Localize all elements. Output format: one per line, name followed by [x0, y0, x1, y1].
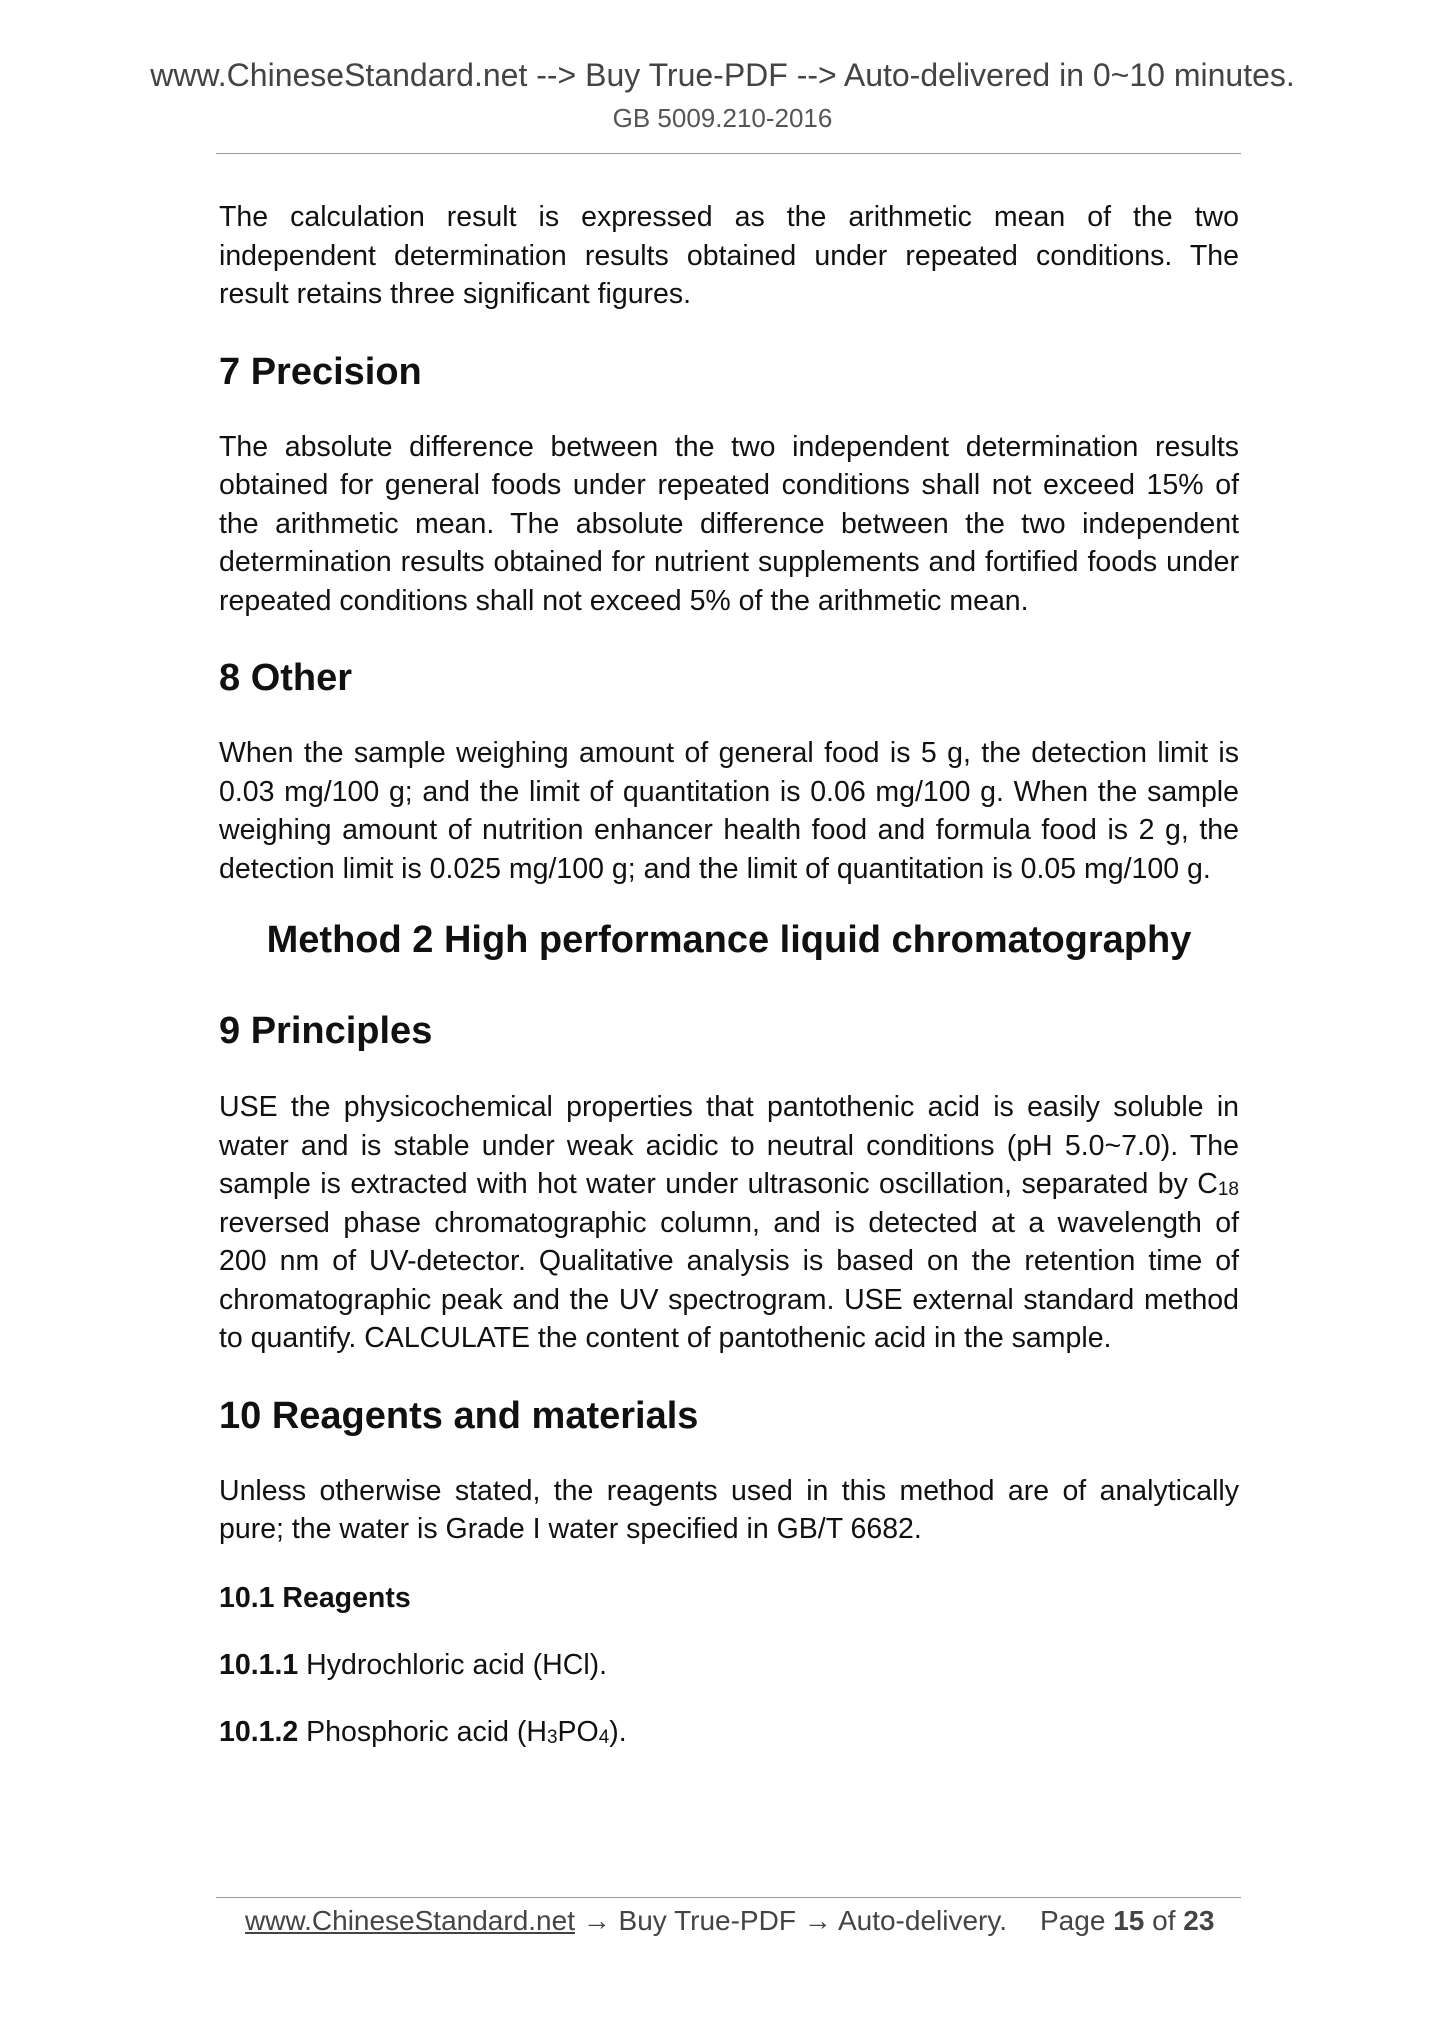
arrow-right-icon: →	[582, 1905, 611, 1936]
method-2-title: Method 2 High performance liquid chromatography	[266, 919, 1192, 961]
section-10-text: Unless otherwise stated, the reagents used in this method are of analytically pure; the water is Grade I water specified in GB/T 6682.	[219, 1474, 1239, 1545]
footer-delivery-text: Auto-delivery.	[837, 1905, 1008, 1936]
footer-buy-text: Buy True-PDF	[618, 1905, 796, 1936]
footer-links	[245, 1905, 1007, 1937]
header-banner: www.ChineseStandard.net --> Buy True-PDF --> Auto-delivered in 0~10 minutes.	[150, 57, 1295, 93]
footer-website-link[interactable]: www.ChineseStandard.net	[245, 1905, 575, 1936]
page-number: Page 15 of 23	[1040, 1905, 1215, 1936]
section-8-text: When the sample weighing amount of general food is 5 g, the detection limit is 0.03 mg/100 g; and the limit of quantitation is 0.06 mg/100 g. When the sample weighing amount of nutrition enhancer health food and formula food is 2 g, the detection limit is 0.025 mg/100 g; and the limit of quantitation is 0.05 mg/100 g.	[219, 737, 1239, 885]
total-pages: 23	[1183, 1905, 1215, 1936]
section-9-text-part2: reversed phase chromatographic column, and is detected at a wavelength of 200 nm of UV-detector. Qualitative analysis is based on the retention time of chromatographic peak and the UV spectrogram. USE external standard method to quantify. CALCULATE the content of pantothenic acid in the sample.	[219, 1206, 1239, 1354]
reagent-number: 10.1.1	[219, 1648, 299, 1681]
subsection-10-1-heading: 10.1 Reagents	[219, 1581, 411, 1614]
c18-subscript: 18	[1217, 1179, 1239, 1200]
section-9-text	[219, 1088, 1239, 1358]
section-9-text-part1: USE the physicochemical properties that pantothenic acid is easily soluble in water and is stable under weak acidic to neutral conditions (pH 5.0~7.0). The sample is extracted with hot water under ultrasonic oscillation, separated by C	[219, 1091, 1239, 1200]
reagent-text: Hydrochloric acid (HCl).	[298, 1648, 608, 1681]
reagent-item	[219, 1646, 1239, 1684]
standard-code: GB 5009.210-2016	[612, 103, 833, 133]
reagent-number: 10.1.2	[219, 1715, 299, 1748]
header-divider	[216, 153, 1241, 154]
section-7-heading: 7 Precision	[219, 350, 422, 393]
section-8-heading: 8 Other	[219, 657, 353, 699]
intro-paragraph: The calculation result is expressed as the arithmetic mean of the two independent determination results obtained under repeated conditions. The result retains three significant figures.	[219, 201, 1239, 310]
footer-divider	[216, 1897, 1241, 1898]
page-content	[219, 198, 1239, 1751]
current-page: 15	[1113, 1905, 1145, 1936]
arrow-right-icon: →	[803, 1905, 832, 1936]
section-10-heading: 10 Reagents and materials	[219, 1394, 699, 1437]
reagent-item: 10.1.2 Phosphoric acid $(H_3PO_4)$.	[219, 1715, 627, 1748]
section-7-text: The absolute difference between the two independent determination results obtained for general foods under repeated conditions shall not exceed 15% of the arithmetic mean. The absolute difference between the two independent determination results obtained for nutrient supplements and fortified foods under repeated conditions shall not exceed 5% of the arithmetic mean.	[219, 430, 1239, 617]
section-9-heading: 9 Principles	[219, 1010, 433, 1052]
